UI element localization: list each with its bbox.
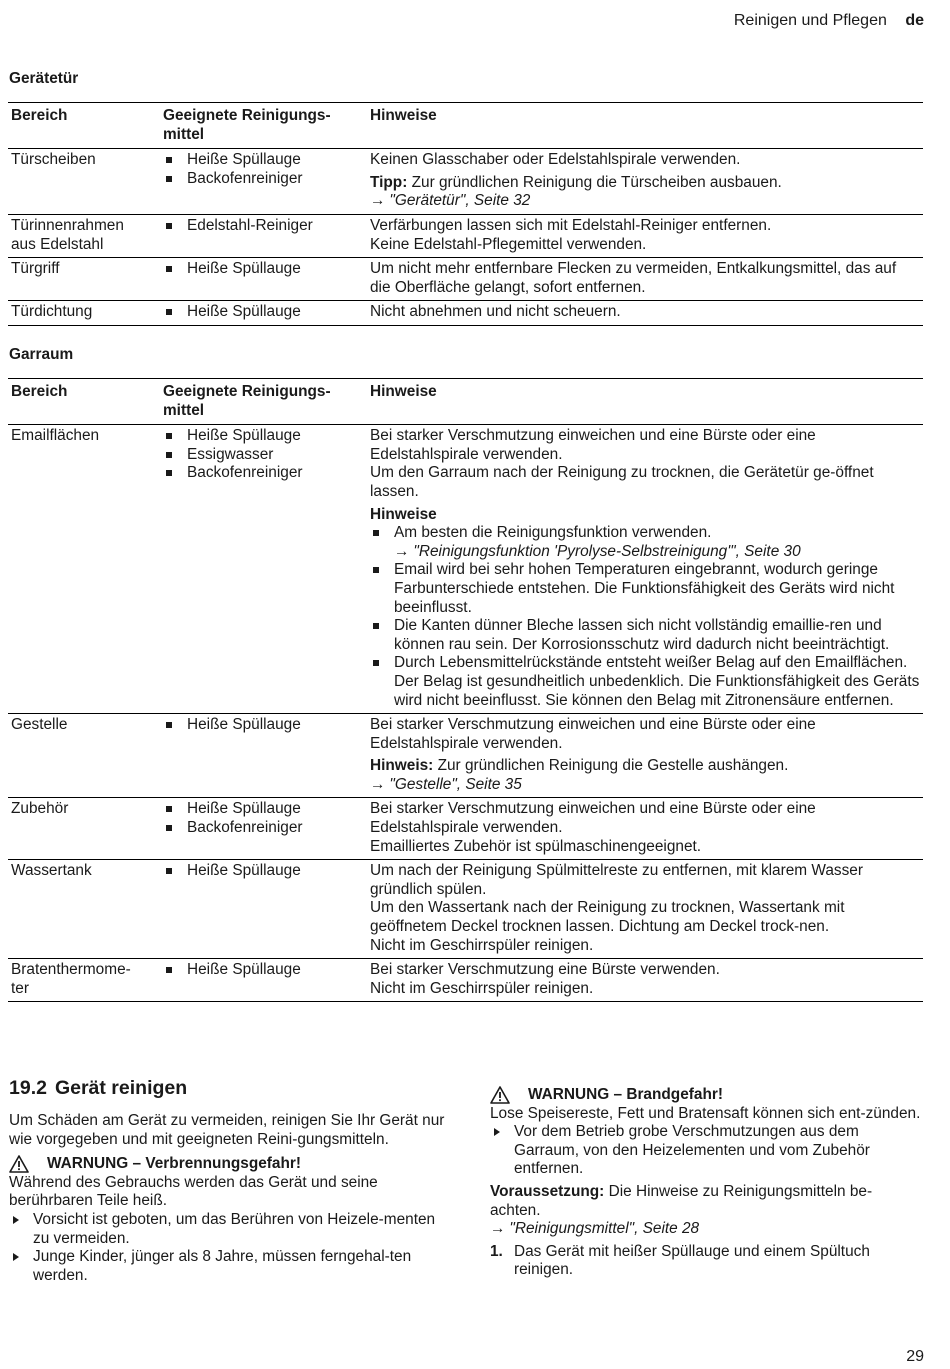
table-row	[8, 301, 923, 326]
page-number: 29	[906, 1348, 924, 1365]
note-text: Bei starker Verschmutzung einweichen und eine Bürste oder eine Edelstahlspirale verwenden.	[370, 716, 816, 752]
arrow-right-icon: →	[490, 1220, 506, 1238]
cell-notes	[367, 301, 923, 326]
prerequisite-text: Die Hinweise zu Reinigungsmitteln be-achten.	[490, 1182, 873, 1219]
header-agent: Geeignete Reinigungs- mittel	[163, 383, 331, 419]
cross-reference-link[interactable]: "Reinigungsmittel", Seite 28	[509, 1220, 700, 1238]
header-area: Bereich	[11, 107, 68, 124]
cell-area: Türdichtung	[11, 303, 93, 321]
cell-agents	[160, 258, 367, 301]
table-row	[8, 714, 923, 798]
warning-list	[9, 1211, 449, 1285]
prerequisite	[490, 1183, 922, 1220]
list-item: Backofenreiniger	[163, 464, 364, 483]
table-row	[8, 258, 923, 301]
list-item: Junge Kinder, jünger als 8 Jahre, müssen ferngehal-ten werden.	[9, 1248, 449, 1285]
cell-area: Bratenthermome- ter	[11, 961, 131, 997]
table-row	[8, 214, 923, 257]
cell-area: Zubehör	[11, 800, 69, 818]
cell-notes	[367, 798, 923, 860]
arrow-right-icon: →	[370, 775, 386, 793]
list-item: Durch Lebensmittelrückstände entsteht weißer Belag auf den Emailflächen. Der Belag ist gesundheitlich unbedenklich. Die Funktionsfähigkeit des Geräts wird nicht beeinflusst. Sie können den Belag mit Zitronensäure entfernen.	[370, 654, 920, 710]
warning-text: Während des Gebrauchs werden das Gerät und seine berührbaren Teile heiß.	[9, 1173, 378, 1210]
list-item: Heiße Spüllauge	[163, 303, 364, 322]
section-heading	[9, 1076, 449, 1100]
cell-agents	[160, 149, 367, 215]
warning-burn	[9, 1155, 449, 1174]
table-row	[8, 149, 923, 215]
list-item: Heiße Spüllauge	[163, 800, 364, 819]
section-heading-title: Gerät reinigen	[54, 1077, 188, 1099]
header-notes: Hinweise	[370, 107, 437, 124]
note-text: Keine Edelstahl-Pflegemittel verwenden.	[370, 235, 647, 253]
list-item: Heiße Spüllauge	[163, 862, 364, 881]
list-item: Email wird bei sehr hohen Temperaturen eingebrannt, wodurch geringe Farbunterschiede entstehen. Die Funktionsfähigkeit des Geräts wird nicht beeinflusst.	[370, 561, 920, 617]
cell-notes	[367, 214, 923, 257]
note-text: Um den Garraum nach der Reinigung zu trocknen, die Gerätetür ge-öffnet lassen.	[370, 464, 874, 500]
cell-notes	[367, 425, 923, 714]
note-text: Emailliertes Zubehör ist spülmaschinengeeignet.	[370, 837, 702, 855]
list-item: Heiße Spüllauge	[163, 427, 364, 446]
warning-title: WARNUNG – Verbrennungsgefahr!	[47, 1155, 301, 1173]
cross-reference[interactable]	[394, 543, 801, 560]
section-title-geraetetuer: Gerätetür	[9, 70, 79, 87]
cross-reference[interactable]	[490, 1220, 922, 1239]
cell-notes	[367, 714, 923, 798]
cell-area: Emailflächen	[11, 427, 100, 445]
section-number: 19.2	[9, 1077, 47, 1099]
cell-agents	[160, 860, 367, 959]
table-header-row	[8, 103, 923, 149]
list-item: Heiße Spüllauge	[163, 260, 364, 279]
cell-agents	[160, 301, 367, 326]
arrow-right-icon: →	[394, 542, 410, 560]
table-row	[8, 798, 923, 860]
cross-reference-link[interactable]: "Gestelle", Seite 35	[389, 775, 522, 793]
list-item: Backofenreiniger	[163, 819, 364, 838]
note-text: Nicht im Geschirrspüler reinigen.	[370, 936, 594, 954]
running-header	[734, 12, 924, 31]
note-text: Keinen Glasschaber oder Edelstahlspirale verwenden.	[370, 151, 741, 169]
tip-paragraph	[370, 174, 920, 193]
intro-text: Um Schäden am Gerät zu vermeiden, reinigen Sie Ihr Gerät nur wie vorgegeben und mit geeigneten Reini-gungsmitteln.	[9, 1112, 445, 1148]
header-area: Bereich	[11, 383, 68, 400]
hinweise-label: Hinweise	[370, 505, 437, 523]
header-language-code: de	[905, 12, 924, 29]
list-item: Backofenreiniger	[163, 170, 364, 189]
tip-text: Zur gründlichen Reinigung die Türscheiben ausbauen.	[411, 173, 782, 191]
table-row	[8, 860, 923, 959]
table-header-row	[8, 379, 923, 425]
warning-title: WARNUNG – Brandgefahr!	[528, 1086, 723, 1103]
cell-notes	[367, 149, 923, 215]
warning-text: Lose Speisereste, Fett und Bratensaft können sich ent-zünden.	[490, 1104, 921, 1122]
note-text: Bei starker Verschmutzung einweichen und eine Bürste oder eine Edelstahlspirale verwenden.	[370, 427, 816, 463]
note-text: Nicht im Geschirrspüler reinigen.	[370, 979, 594, 997]
note-text: Verfärbungen lassen sich mit Edelstahl-Reiniger entfernen.	[370, 216, 772, 234]
step-number: 1.	[490, 1242, 503, 1260]
cell-area: Türgriff	[11, 260, 60, 278]
list-item: Edelstahl-Reiniger	[163, 217, 364, 236]
cell-area: Wassertank	[11, 862, 92, 880]
list-item: Vor dem Betrieb grobe Verschmutzungen aus dem Garraum, von den Heizelementen und vom Zubehör entfernen.	[490, 1123, 922, 1179]
note-text: Bei starker Verschmutzung einweichen und eine Bürste oder eine Edelstahlspirale verwenden.	[370, 800, 816, 837]
cross-reference[interactable]	[370, 192, 920, 211]
section-geraet-reinigen-right	[490, 1086, 922, 1280]
arrow-right-icon: →	[370, 192, 386, 210]
list-item: Heiße Spüllauge	[163, 716, 364, 735]
warning-triangle-icon	[490, 1086, 510, 1104]
section-title-garraum: Garraum	[9, 346, 74, 363]
note-text: Nicht abnehmen und nicht scheuern.	[370, 303, 621, 321]
note-text: Um nach der Reinigung Spülmittelreste zu entfernen, mit klarem Wasser gründlich spülen.	[370, 862, 863, 898]
cell-area: Türscheiben	[11, 151, 96, 169]
cell-agents	[160, 714, 367, 798]
tip-paragraph	[370, 757, 920, 776]
table-row	[8, 425, 923, 714]
table-row	[8, 959, 923, 1002]
step-text: Das Gerät mit heißer Spüllauge und einem Spültuch reinigen.	[514, 1242, 870, 1279]
warning-triangle-icon	[9, 1155, 29, 1173]
header-notes: Hinweise	[370, 383, 437, 400]
cell-agents	[160, 214, 367, 257]
table-geraetetuer	[8, 102, 923, 326]
header-agent: Geeignete Reinigungs- mittel	[163, 107, 331, 143]
cell-notes	[367, 959, 923, 1002]
table-garraum	[8, 378, 923, 1002]
cell-notes	[367, 258, 923, 301]
cell-agents	[160, 798, 367, 860]
cell-agents	[160, 959, 367, 1002]
list-item: Die Kanten dünner Bleche lassen sich nicht vollständig emaillie-ren und können rau sein. Der Korrosionsschutz wird dadurch nicht beeinträchtigt.	[370, 617, 920, 654]
hint-text: Am besten die Reinigungsfunktion verwenden.	[394, 524, 712, 542]
list-item: Essigwasser	[163, 446, 364, 465]
cell-notes	[367, 860, 923, 959]
tip-text: Zur gründlichen Reinigung die Gestelle aushängen.	[437, 757, 789, 775]
header-section-title: Reinigen und Pflegen	[733, 12, 887, 29]
cell-agents	[160, 425, 367, 714]
prerequisite-label: Voraussetzung:	[490, 1182, 605, 1200]
warning-list	[490, 1123, 922, 1179]
cell-area: Türinnenrahmen aus Edelstahl	[11, 216, 124, 253]
list-item: Heiße Spüllauge	[163, 151, 364, 170]
tip-label: Hinweis:	[370, 757, 434, 775]
section-geraet-reinigen	[9, 1076, 449, 1285]
list-item	[370, 524, 920, 561]
warning-fire	[490, 1086, 922, 1105]
cross-reference-link[interactable]: "Reinigungsfunktion 'Pyrolyse-Selbstreinigung'", Seite 30	[413, 542, 801, 560]
cross-reference-link[interactable]: "Gerätetür", Seite 32	[389, 192, 531, 210]
list-item: Vorsicht ist geboten, um das Berühren von Heizele-menten zu vermeiden.	[9, 1211, 449, 1248]
list-item: Heiße Spüllauge	[163, 961, 364, 980]
note-text: Bei starker Verschmutzung eine Bürste verwenden.	[370, 961, 720, 979]
step-item	[490, 1243, 922, 1280]
note-text: Um nicht mehr entfernbare Flecken zu vermeiden, Entkalkungsmittel, das auf die Oberfläche gelangt, sofort entfernen.	[370, 260, 897, 296]
step-list	[490, 1243, 922, 1280]
cross-reference[interactable]	[370, 776, 920, 795]
tip-label: Tipp:	[370, 173, 408, 191]
cell-area: Gestelle	[11, 716, 68, 734]
note-text: Um den Wassertank nach der Reinigung zu trocknen, Wassertank mit geöffnetem Deckel trocknen lassen. Dichtung am Deckel trock-nen.	[370, 899, 845, 936]
